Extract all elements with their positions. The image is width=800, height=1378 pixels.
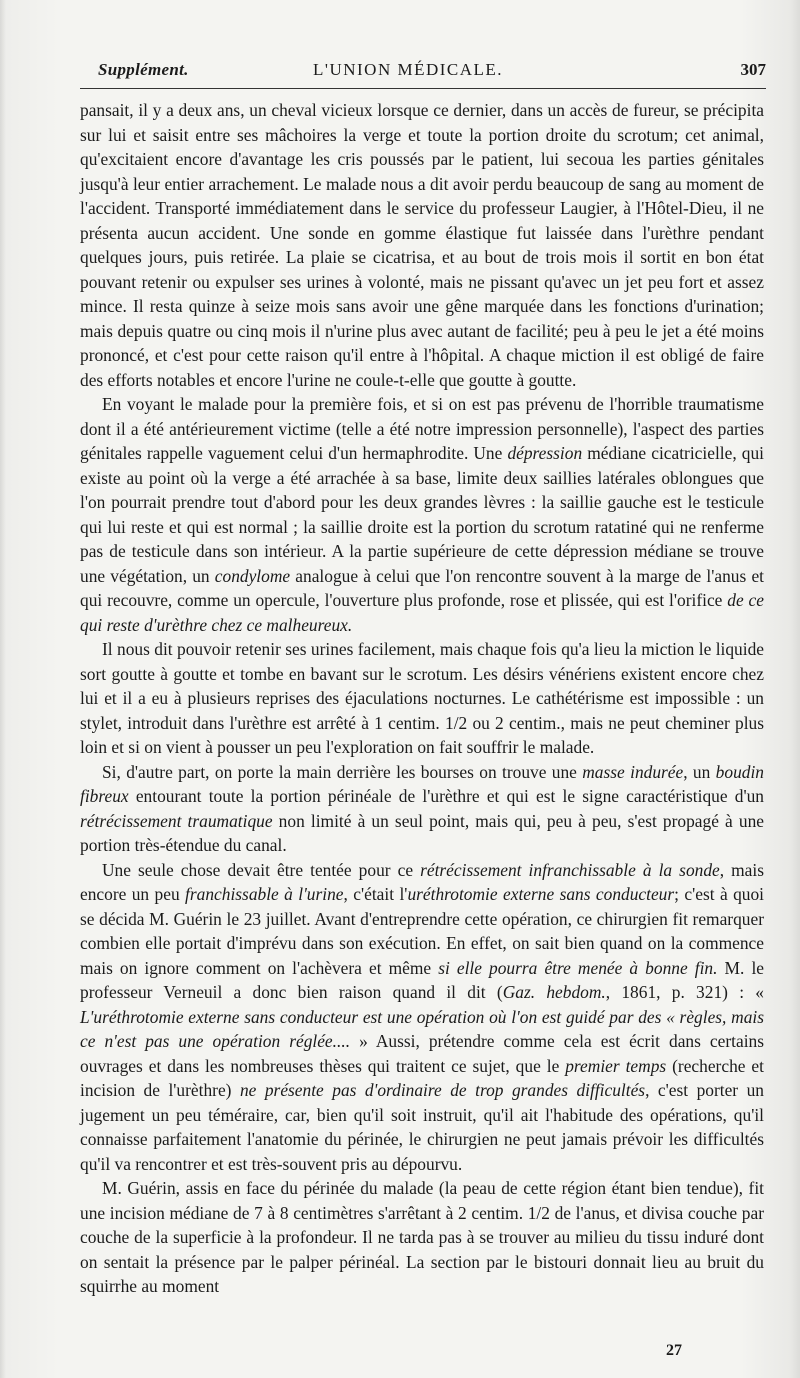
paragraph — [80, 760, 764, 858]
text-run: pansait, il y a deux ans, un cheval vicieux lorsque ce dernier, dans un accès de fureur, se précipita sur lui et saisit entre ses mâchoires la verge et toute la portion droite du scrotum; cet animal, qu'excitaient encore d'avantage les cris poussés par le patient, lui secoua les parties génitales jusqu'à leur entier arrachement. Le malade nous a dit avoir perdu beaucoup de sang au moment de l'accident. Transporté immédiatement dans le service du professeur Laugier, à l'Hôtel-Dieu, il ne présenta aucun accident. Une sonde en gomme élastique fut laissée dans l'urèthre pendant quelques jours, puis retirée. La plaie se cicatrisa, et au bout de trois mois il sortit en bon état pouvant retenir ou expulser ses urines à volonté, mais ne pissant qu'avec un jet peu fort et assez mince. Il resta quinze à seize mois sans avoir une gêne marquée dans les fonctions d'urination; mais depuis quatre ou cinq mois il n'urine plus avec autant de facilité; peu à peu le jet a été moins prononcé, et c'est pour cette raison qu'il entre à l'hôpital. A chaque miction il est obligé de faire des efforts notables et encore l'urine ne coule-t-elle que goutte à goutte. — [80, 100, 764, 390]
italic-run: Gaz. hebdom. — [502, 982, 606, 1002]
text-run: non limité à un seul point, mais qui, peu à peu, s'est propagé à une portion très-étendue du canal. — [80, 810, 765, 855]
header-journal-title: L'UNION MÉDICALE. — [313, 60, 504, 79]
text-run: En voyant le malade pour la première fois, et si on est pas prévenu de l'horrible traumatisme dont il a été antérieurement victime (telle a été notre impression personnelle), l'aspect des parties génitales rappelle vaguement celui d'un hermaphrodite. Une — [80, 394, 764, 463]
paragraph — [80, 858, 764, 1177]
header-page-number: 307 — [740, 60, 766, 79]
text-run: , c'était l' — [343, 884, 408, 904]
italic-run: si elle pourra être menée à bonne fin. — [438, 957, 718, 978]
article-body — [80, 98, 764, 1299]
text-run: Une seule chose devait être tentée pour ce — [102, 859, 421, 880]
italic-run: ne présente pas d'ordinaire de trop grandes difficultés — [239, 1080, 646, 1100]
signature-mark: 27 — [666, 1342, 682, 1359]
italic-run: uréthrotomie externe sans conducteur — [407, 884, 675, 904]
running-header — [98, 58, 766, 86]
text-run: , c'est porter un jugement un peu téméraire, car, bien qu'il soit instruit, qu'il ait l'habitude des opérations, qu'il connaisse parfaitement l'anatomie du périnée, le chirurgien ne peut jamais prévoir les difficultés qu'il va rencontrer et est très-souvent pris au dépourvu. — [80, 1080, 764, 1174]
text-run: médiane cicatricielle, qui existe au point où la verge a été arrachée à sa base, limite deux saillies latérales oblongues que l'on pourrait prendre tout d'abord pour les deux grandes lèvres : la saillie gauche est le testicule qui lui reste et qui est normal ; la saillie droite est la portion du scrotum ratatiné qui ne renferme pas de testicule dans son intérieur. A la partie supérieure de cette dépression médiane se trouve une végétation, un — [80, 443, 764, 586]
italic-run: franchissable à l'urine — [185, 884, 344, 904]
paragraph — [80, 98, 764, 392]
text-run: entourant toute la portion périnéale de l'urèthre et qui est le signe caractéristique d'un — [128, 786, 764, 806]
text-run: (recherche et incision de l'urèthre) — [80, 1055, 764, 1100]
italic-run: dépression — [507, 443, 583, 463]
text-run: M. Guérin, assis en face du périnée du malade (la peau de cette région étant bien tendue), fit une incision médiane de 7 à 8 centimètres s'arrêtant à 2 centim. 1/2 de l'anus, et divisa couche par couche de la superficie à la profondeur. Il ne tarda pas à se trouver au milieu du tissu induré dont on sentait la présence par le palper périnéal. La section par le bistouri donnait lieu au bruit du squirrhe au moment — [80, 1178, 764, 1296]
text-run: , un — [683, 761, 716, 782]
italic-run: condylome — [214, 565, 291, 586]
italic-run: premier temps — [565, 1055, 667, 1076]
text-run: , mais encore un peu — [80, 859, 764, 904]
text-run: ; c'est à quoi se décida M. Guérin le 23 juillet. Avant d'entreprendre cette opération, ce chirurgien fit remarquer combien elle portait d'imprévu dans son exécution. En effet, on sait bien quand on la commence mais on ignore comment on l'achèvera et même — [80, 884, 764, 978]
header-rule — [80, 88, 766, 89]
text-run: , 1861, p. 321) : « — [605, 982, 764, 1002]
text-run: » Aussi, prétendre comme cela est écrit dans certains ouvrages et dans les nombreuses thèses qui traitent ce sujet, que le — [80, 1031, 764, 1076]
paragraph — [80, 1176, 764, 1299]
italic-run: boudin fibreux — [80, 761, 764, 806]
italic-run: L'uréthrotomie externe sans conducteur est une opération où l'on est guidé par des « règles, mais ce n'est pas une opération réglée.... — [80, 1006, 764, 1051]
text-run: M. le professeur Verneuil a donc bien raison quand il dit ( — [80, 957, 764, 1002]
italic-run: rétrécissement traumatique — [80, 810, 273, 831]
text-run: Il nous dit pouvoir retenir ses urines facilement, mais chaque fois qu'a lieu la miction le liquide sort goutte à goutte et tombe en bavant sur le scrotum. Les désirs vénériens existent encore chez lui et il a eu à plusieurs reprises des éjaculations nocturnes. Le cathétérisme est impossible : un stylet, introduit dans l'urèthre est arrêté à 1 centim. 1/2 ou 2 centim., mais ne peut cheminer plus loin et si on vient à pousser un peu l'exploration on fait souffrir le malade. — [80, 639, 764, 757]
italic-run: masse indurée — [582, 761, 684, 782]
text-run: Si, d'autre part, on porte la main derrière les bourses on trouve une — [102, 761, 583, 782]
header-section-label: Supplément. — [98, 60, 189, 79]
italic-run: rétrécissement infranchissable à la sonde — [420, 859, 720, 880]
italic-run: de ce qui reste d'urèthre chez ce malheureux. — [80, 590, 764, 635]
paragraph — [80, 392, 764, 637]
paragraph — [80, 637, 764, 760]
text-run: analogue à celui que l'on rencontre souvent à la marge de l'anus et qui recouvre, comme un opercule, l'ouverture plus profonde, rose et plissée, qui est l'orifice — [80, 565, 764, 610]
